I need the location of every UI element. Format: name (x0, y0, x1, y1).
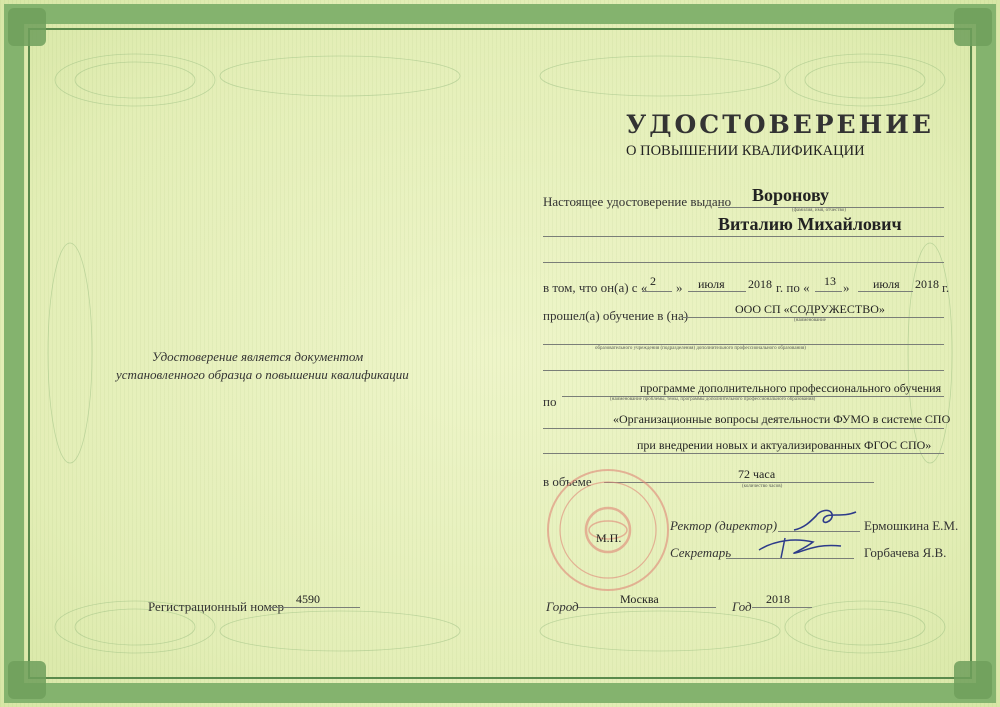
institution-underline-3 (543, 370, 944, 371)
institution-hint-2: образовательного учреждения (подразделения) дополнительного профессионального образования) (595, 346, 806, 351)
institution-label: прошел(а) обучение в (на) (543, 308, 689, 323)
start-day-close: » (676, 280, 683, 295)
start-month: июля (698, 277, 725, 291)
registration-label: Регистрационный номер (148, 599, 284, 614)
period-mid: г. по « (776, 280, 810, 295)
start-month-underline (688, 291, 746, 292)
institution-underline-2 (543, 344, 944, 345)
year-label: Год (732, 599, 752, 614)
program-underline-2 (543, 428, 944, 429)
end-month-underline (858, 291, 913, 292)
year-underline (752, 607, 812, 608)
statement-line-1: Удостоверение является документом (152, 349, 364, 364)
issued-label: Настоящее удостоверение выдано (543, 194, 732, 209)
registration-number: 4590 (296, 592, 320, 606)
city-label: Город (546, 599, 579, 614)
program-line-3: при внедрении новых и актуализированных ФГОС СПО» (637, 438, 932, 452)
institution-name: ООО СП «СОДРУЖЕСТВО» (735, 302, 885, 316)
end-month: июля (873, 277, 900, 291)
start-day: 2 (650, 274, 656, 288)
volume-hint: (количество часов) (742, 484, 783, 489)
city-underline (578, 607, 716, 608)
volume-value: 72 часа (738, 467, 776, 481)
city-value: Москва (620, 592, 659, 606)
name-underline (543, 236, 944, 237)
name-hint: (фамилия, имя, отчество) (792, 208, 846, 213)
program-label: по (543, 394, 557, 409)
blank-underline (543, 262, 944, 263)
document-title: УДОСТОВЕРЕНИЕ (626, 110, 934, 139)
start-year: 2018 (748, 277, 772, 291)
secretary-signature-line (726, 558, 854, 559)
program-underline-3 (543, 453, 944, 454)
rector-label: Ректор (директор) (670, 518, 778, 533)
period-suffix: г. (942, 280, 950, 295)
statement-line-2: установленного образца о повышении квалификации (116, 367, 409, 382)
end-day-underline (815, 291, 842, 292)
seal-stamp (544, 466, 672, 594)
recipient-surname: Воронову (752, 185, 830, 205)
institution-hint-1: (наименование (794, 318, 826, 323)
volume-label: в объеме (543, 474, 592, 489)
end-day: 13 (824, 274, 836, 288)
end-day-close: » (843, 280, 850, 295)
start-day-underline (642, 291, 672, 292)
rector-name: Ермошкина Е.М. (864, 518, 959, 533)
secretary-label: Секретарь (670, 545, 732, 560)
recipient-name: Виталию Михайлович (718, 214, 902, 234)
registration-underline (270, 607, 360, 608)
period-prefix: в том, что он(а) с « (543, 280, 648, 295)
program-line-1: программе дополнительного профессионального обучения (640, 381, 942, 395)
end-year: 2018 (915, 277, 939, 291)
seal-label: М.П. (596, 531, 622, 545)
document-subtitle: О ПОВЫШЕНИИ КВАЛИФИКАЦИИ (626, 143, 865, 159)
year-value: 2018 (766, 592, 790, 606)
program-line-2: «Организационные вопросы деятельности ФУМО в системе СПО (613, 412, 951, 426)
secretary-name: Горбачева Я.В. (864, 545, 947, 560)
program-hint: (наименование проблемы, темы, программы дополнительного профессионального образования) (610, 397, 816, 402)
